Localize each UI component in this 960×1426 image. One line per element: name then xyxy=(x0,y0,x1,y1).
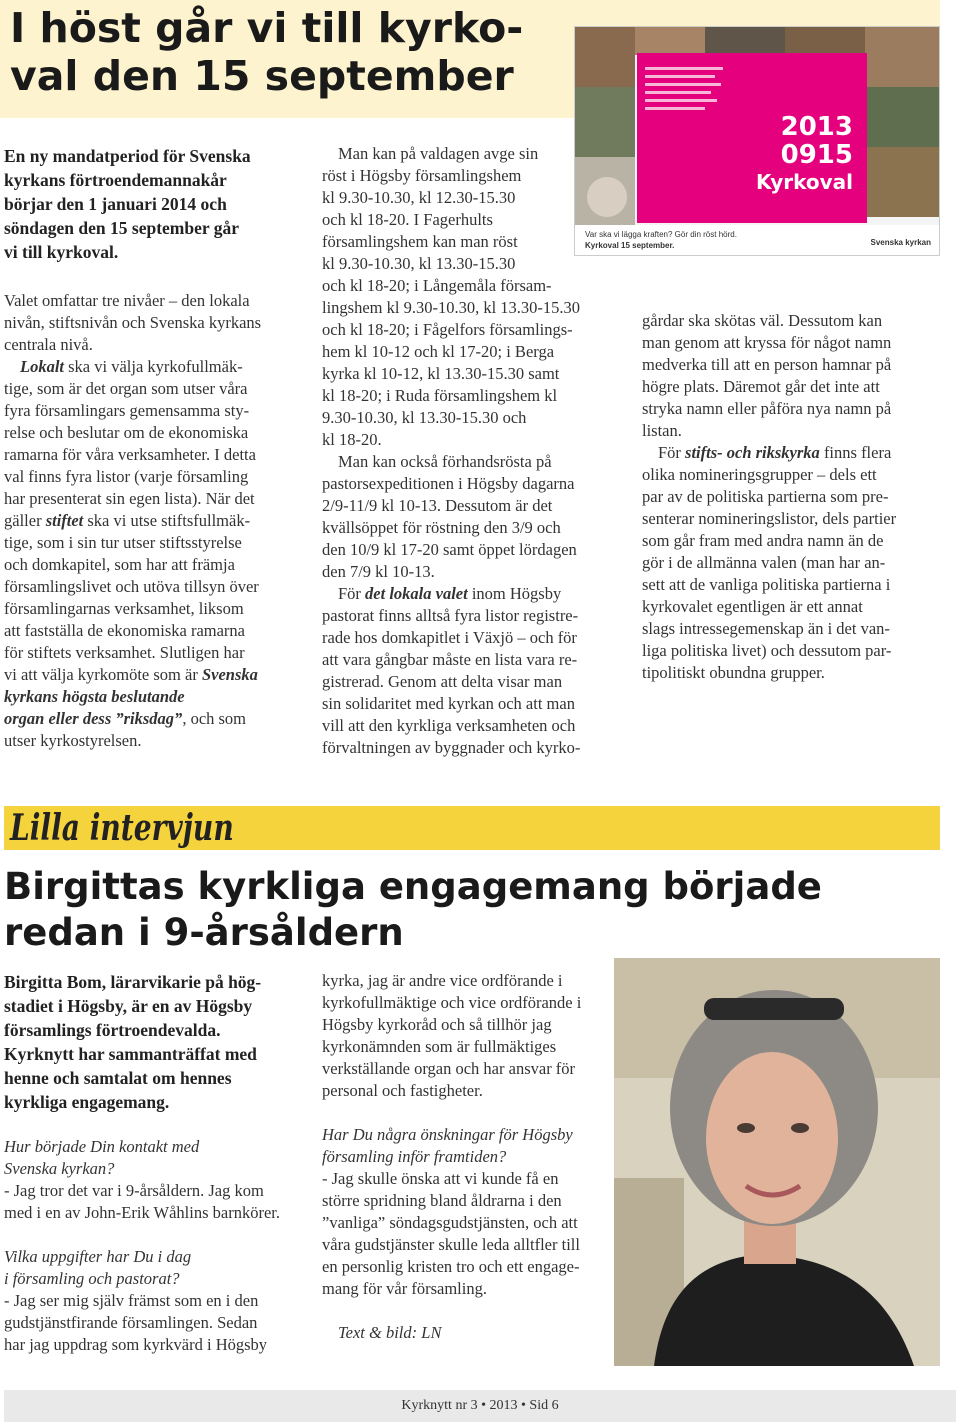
interview-headline xyxy=(4,864,904,956)
text-line: - Jag skulle önska att vi kunde få en xyxy=(322,1169,559,1188)
emphasis: det lokala valet xyxy=(365,584,468,603)
text-line: att vara gångbar måste en lista vara re- xyxy=(322,650,578,669)
text-line: man genom att kryssa för något namn xyxy=(642,333,892,352)
portrait-graphic xyxy=(614,958,940,1366)
text-line: fyra församlingars gemensamma sty- xyxy=(4,401,250,420)
text-line: kvällsöppet för röstning den 3/9 och xyxy=(322,518,561,537)
text-line: och kl 18-20. I Fagerhults xyxy=(322,210,493,229)
interview-banner-title: Lilla intervjun xyxy=(10,807,234,849)
text-line: nivån, stiftsnivån och Svenska kyrkans xyxy=(4,313,262,332)
text-line: - Jag ser mig själv främst som en i den xyxy=(4,1291,259,1310)
text-line: kyrkofullmäktige och vice ordförande i xyxy=(322,993,582,1012)
article-column-3 xyxy=(642,310,942,684)
text-run: inom Högsby xyxy=(467,584,562,603)
emphasis: stifts- och rikskyrka xyxy=(685,443,820,462)
text-line: röst i Högsby församlingshem xyxy=(322,166,522,185)
text-line: gårdar ska skötas väl. Dessutom kan xyxy=(642,311,883,330)
lead-line: Birgitta Bom, lärarvikarie på hög- xyxy=(4,972,262,992)
text-line: Har Du några önskningar för Högsby xyxy=(322,1125,573,1144)
text-line: Man kan också förhandsrösta på xyxy=(338,452,552,471)
lead-line: söndagen den 15 september går xyxy=(4,218,239,238)
poster-brand: Svenska kyrkan xyxy=(870,238,931,247)
lead-line: vi till kyrkoval. xyxy=(4,242,119,262)
text-line: personal och fastigheter. xyxy=(322,1081,483,1100)
text-line: kyrka, jag är andre vice ordförande i xyxy=(322,971,563,990)
text-line: kl 9.30-10.30, kl 13.30-15.30 xyxy=(322,254,516,273)
interview-lead xyxy=(4,970,306,1114)
emphasis: organ eller dess ”riksdag” xyxy=(4,709,183,728)
text-line: med i en av John-Erik Wåhlins barnkörer. xyxy=(4,1203,280,1222)
text-line: utser kyrkostyrelsen. xyxy=(4,731,142,750)
text-line xyxy=(4,686,304,708)
poster-title: Kyrkoval xyxy=(755,170,853,194)
lead-line: kyrkliga engagemang. xyxy=(4,1092,170,1112)
answer-2-continued xyxy=(322,970,612,1102)
emphasis: Svenska xyxy=(201,665,258,684)
text-line: centrala nivå. xyxy=(4,335,93,354)
text-line: och domkapitel, som har att främja xyxy=(4,555,235,574)
text-line: att fastställa de ekonomiska ramarna xyxy=(4,621,245,640)
text-line: har presenterat sin egen lista). När det xyxy=(4,489,255,508)
lead-line: församlings förtroendevalda. xyxy=(4,1020,221,1040)
text-line: den 10/9 kl 17-20 samt öppet lördagen xyxy=(322,540,577,559)
text-line: Högsby kyrkoråd och så tillhör jag xyxy=(322,1015,552,1034)
intro-paragraph xyxy=(4,290,304,356)
text-line: Man kan på valdagen avge sin xyxy=(338,144,539,163)
text-run: vi att välja kyrkomöte som är xyxy=(4,665,202,684)
emphasis: kyrkans högsta beslutande xyxy=(4,687,185,706)
question-3 xyxy=(322,1124,612,1168)
article-lead xyxy=(4,144,304,264)
text-line: i församling och pastorat? xyxy=(4,1269,180,1288)
text-line: större spridning bland åldrarna i den xyxy=(322,1191,562,1210)
lead-line: henne och samtalat om hennes xyxy=(4,1068,232,1088)
text-line xyxy=(642,442,942,464)
text-line: olika nomineringsgrupper – dels ett xyxy=(642,465,877,484)
text-line: den 7/9 kl 10-13. xyxy=(322,562,435,581)
text-line: vill att den kyrkliga verksamheten och xyxy=(322,716,576,735)
text-line: en personlig kristen tro och ett engage- xyxy=(322,1257,580,1276)
text-line: - Jag tror det var i 9-årsåldern. Jag kom xyxy=(4,1181,264,1200)
text-line: församling inför framtiden? xyxy=(322,1147,507,1166)
text-line: kl 18-20. xyxy=(322,430,382,449)
text-line: Vilka uppgifter har Du i dag xyxy=(4,1247,192,1266)
text-run: För xyxy=(338,584,366,603)
text-line: slags intressegemenskap än i det van- xyxy=(642,619,890,638)
lead-line: kyrkans förtroendemannakår xyxy=(4,170,227,190)
text-line: kyrkovalet egentligen är ett annat xyxy=(642,597,863,616)
text-line: val finns fyra listor (varje församling xyxy=(4,467,249,486)
portrait-photo xyxy=(614,958,940,1366)
lokalt-paragraph xyxy=(4,356,304,752)
text-line: tipolitiskt obundna grupper. xyxy=(642,663,825,682)
text-line: och kl 18-20; i Långemåla försam- xyxy=(322,276,552,295)
photo-credit: Text & bild: LN xyxy=(338,1323,442,1342)
headline-line-1: I höst går vi till kyrko- xyxy=(10,4,524,52)
text-line: pastorat finns alltså fyra listor registre- xyxy=(322,606,579,625)
text-run: gäller xyxy=(4,511,46,530)
question-1 xyxy=(4,1136,306,1180)
article-headline xyxy=(10,4,580,100)
lead-line: stadiet i Högsby, är en av Högsby xyxy=(4,996,253,1016)
text-line: hem kl 10-12 och kl 17-20; i Berga xyxy=(322,342,555,361)
text-line: gör i de allmänna valen (man har an- xyxy=(642,553,886,572)
text-line: Hur började Din kontakt med xyxy=(4,1137,200,1156)
answer-2 xyxy=(4,1290,306,1356)
poster-tagline-1: Var ska vi lägga kraften? Gör din röst hörd. xyxy=(585,230,737,239)
lead-line: Kyrknytt har sammanträffat med xyxy=(4,1044,257,1064)
text-line: tige, som är det organ som utser våra xyxy=(4,379,248,398)
question-2 xyxy=(4,1246,306,1290)
interview-column-2 xyxy=(322,970,612,1344)
text-line: församlingshem kan man röst xyxy=(322,232,518,251)
text-line: gistrerad. Genom att delta visar man xyxy=(322,672,563,691)
lead-line: börjar den 1 januari 2014 och xyxy=(4,194,227,214)
text-line: församlingarnas verksamhet, liksom xyxy=(4,599,244,618)
text-line: medverka till att en person hamnar på xyxy=(642,355,892,374)
text-line: Valet omfattar tre nivåer – den lokala xyxy=(4,291,250,310)
text-line: 2/9-11/9 kl 10-13. Dessutom är det xyxy=(322,496,553,515)
text-line: senterar nomineringslistor, dels partier xyxy=(642,509,897,528)
text-line: för stiftets verksamhet. Slutligen har xyxy=(4,643,245,662)
emphasis: stiftet xyxy=(45,511,84,530)
text-line: ”vanliga” söndagsgudstjänsten, och att xyxy=(322,1213,578,1232)
answer-1 xyxy=(4,1180,306,1224)
text-run: ska vi välja kyrkofullmäk- xyxy=(64,357,243,376)
text-line: kl 18-20; i Ruda församlingshem kl xyxy=(322,386,558,405)
poster-tagline-2: Kyrkoval 15 september. xyxy=(585,241,675,250)
text-line: sett att de vanliga politiska partierna i xyxy=(642,575,891,594)
text-line: par av de politiska partierna som pre- xyxy=(642,487,889,506)
text-line: relse och beslutar om de ekonomiska xyxy=(4,423,249,442)
text-run: För xyxy=(658,443,686,462)
text-line: våra gudstjänster skulle leda alltfler till xyxy=(322,1235,580,1254)
text-line: högre plats. Däremot går det inte att xyxy=(642,377,880,396)
text-line: liga politiska livet) och dessutom par- xyxy=(642,641,892,660)
lead-line: En ny mandatperiod för Svenska xyxy=(4,146,251,166)
text-line xyxy=(4,510,304,532)
headline-line-2: val den 15 september xyxy=(10,52,514,100)
text-line: församlingslivet och utöva tillsyn över xyxy=(4,577,259,596)
poster-graphic xyxy=(575,27,939,255)
emphasis: Lokalt xyxy=(20,357,64,376)
text-line: som går fram med andra namn än de xyxy=(642,531,884,550)
text-line: lingshem kl 9.30-10.30, kl 13.30-15.30 xyxy=(322,298,581,317)
kyrkoval-poster-image xyxy=(574,26,940,256)
article-column-1 xyxy=(4,144,304,752)
text-line xyxy=(4,664,304,686)
poster-date: 0915 xyxy=(780,140,853,170)
text-run: ska vi utse stiftsfullmäk- xyxy=(83,511,251,530)
interview-column-1 xyxy=(4,970,306,1356)
text-line: stryka namn eller påföra nya namn på xyxy=(642,399,892,418)
text-line: 9.30-10.30, kl 13.30-15.30 och xyxy=(322,408,527,427)
text-line: har jag uppdrag som kyrkvärd i Högsby xyxy=(4,1335,268,1354)
text-run: finns flera xyxy=(819,443,892,462)
text-line: kl 9.30-10.30, kl 12.30-15.30 xyxy=(322,188,516,207)
text-line: och kl 18-20; i Fågelfors församlings- xyxy=(322,320,573,339)
text-line xyxy=(322,583,622,605)
poster-year: 2013 xyxy=(780,112,853,142)
text-line xyxy=(4,708,304,730)
text-line: förvaltningen av byggnader och kyrko- xyxy=(322,738,581,757)
text-line: pastorsexpeditionen i Högsby dagarna xyxy=(322,474,575,493)
interview-headline-line-2: redan i 9-årsåldern xyxy=(4,911,404,954)
text-line: sin solidaritet med kyrkan och att man xyxy=(322,694,575,713)
text-line: listan. xyxy=(642,421,682,440)
text-line: verkställande organ och har ansvar för xyxy=(322,1059,576,1078)
text-line xyxy=(4,356,304,378)
article-column-2 xyxy=(322,143,622,759)
interview-headline-line-1: Birgittas kyrkliga engagemang började xyxy=(4,865,822,908)
text-line: Svenska kyrkan? xyxy=(4,1159,115,1178)
text-line: kyrka kl 10-12, kl 13.30-15.30 samt xyxy=(322,364,560,383)
page-footer: Kyrknytt nr 3 • 2013 • Sid 6 xyxy=(401,1398,559,1413)
answer-3 xyxy=(322,1168,612,1300)
text-run: , och som xyxy=(182,709,247,728)
text-line: tige, som i sin tur utser stiftsstyrelse xyxy=(4,533,242,552)
text-line: kyrkonämnden som är fullmäktiges xyxy=(322,1037,557,1056)
text-line: mang för vår församling. xyxy=(322,1279,487,1298)
text-line: rade hos domkapitlet i Växjö – och för xyxy=(322,628,577,647)
text-line: gudstjänstfirande församlingen. Sedan xyxy=(4,1313,258,1332)
text-line: ramarna för våra verksamheter. I detta xyxy=(4,445,256,464)
